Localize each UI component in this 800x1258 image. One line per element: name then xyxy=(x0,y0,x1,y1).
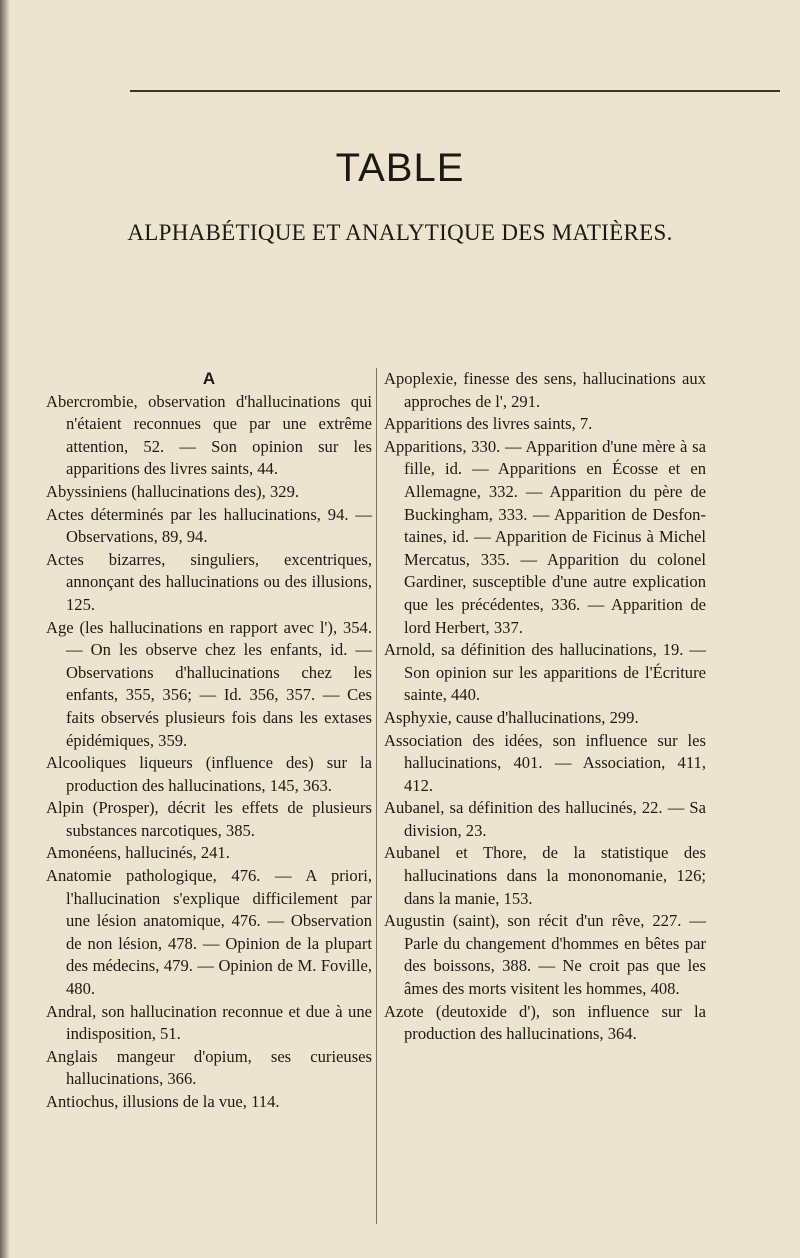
index-entry: Association des idées, son influence sur les hallucinations, 401. — Association, 411, 412. xyxy=(384,730,706,795)
index-entry: Augustin (saint), son récit d'un rêve, 227. — Parle du changement d'hommes en bêtes par des boissons, 388. — Ne croit pas que les âmes des morts visitent les hommes, 408. xyxy=(384,911,706,999)
index-entry: Anglais mangeur d'opium, ses curieuses hallucinations, 366. xyxy=(46,1046,372,1089)
column-divider xyxy=(376,368,377,1224)
index-entry: Arnold, sa définition des hallucinations, 19. — Son opinion sur les apparitions de l'Écriture sainte, 440. xyxy=(384,640,706,705)
letter-heading: A xyxy=(202,369,216,388)
index-entry: Abyssiniens (hallucinations des), 329. xyxy=(46,481,300,501)
index-entry: Andral, son hallucination reconnue et due à une indisposition, 51. xyxy=(46,1001,372,1044)
index-entry: Apparitions des livres saints, 7. xyxy=(384,414,593,434)
index-entry: Anatomie pathologique, 476. — A priori, l'hallucination s'explique difficilement par une lésion anatomique, 476. — Observation de non lésion, 478. — Opinion de la plupart des médecins, 479. — Opinion de M. Foville, 480. xyxy=(46,866,372,999)
index-entry: Aubanel, sa définition des hallucinés, 22. — Sa division, 23. xyxy=(384,798,706,840)
index-entry: Azote (deutoxide d'), son influence sur la production des hallucinations, 364. xyxy=(384,1001,706,1044)
index-entry: Alpin (Prosper), décrit les effets de plusieurs substances narcotiques, 385. xyxy=(46,798,372,840)
index-entry: Alcooliques liqueurs (influence des) sur la production des hallucinations, 145, 363. xyxy=(46,753,372,795)
index-entry: Apparitions, 330. — Apparition d'une mère à sa fille, id. — Apparitions en Écosse et en Allemagne, 332. — Apparition du père de Buckingham, 333. — Apparition de Desfontaines, id. — Apparition de Ficinus à Michel Mercatus, 335. — Apparition du colonel Gardiner, susceptible d'une autre explication que les précédentes, 336. — Apparition de lord Herbert, 337. xyxy=(384,436,706,637)
index-entry: Abercrombie, observation d'hallucinations qui n'étaient reconnues que par une extrême attention, 52. — Son opinion sur les apparitions des livres saints, 44. xyxy=(46,391,372,479)
top-rule xyxy=(130,90,780,92)
index-entry: Actes déterminés par les hallucinations, 94. — Observations, 89, 94. xyxy=(46,504,372,547)
index-entry: Aubanel et Thore, de la statistique des hallucinations dans la mononomanie, 126; dans la manie, 153. xyxy=(384,843,706,908)
index-entry: Age (les hallucinations en rapport avec l'), 354. — On les observe chez les enfants, id. — Observations d'hallucinations chez les enfants, 355, 356; — Id. 356, 357. — Ces faits observés plusieurs fois dans les extases épidémiques, 359. xyxy=(46,617,372,750)
index-entry: Antiochus, illusions de la vue, 114. xyxy=(46,1092,280,1111)
index-entry: Amonéens, hallucinés, 241. xyxy=(46,843,230,863)
page-subtitle: ALPHABÉTIQUE ET ANALYTIQUE DES MATIÈRES. xyxy=(127,220,673,245)
right-column xyxy=(384,368,706,1046)
index-entry: Apoplexie, finesse des sens, hallucinations aux approches de l', 291. xyxy=(384,369,706,411)
left-column xyxy=(46,368,372,1114)
index-entry: Asphyxie, cause d'hallucinations, 299. xyxy=(384,707,639,727)
page-title: TABLE xyxy=(335,146,465,190)
index-entry: Actes bizarres, singuliers, excentriques, annonçant des hallucinations ou des illusions, 125. xyxy=(46,549,372,614)
